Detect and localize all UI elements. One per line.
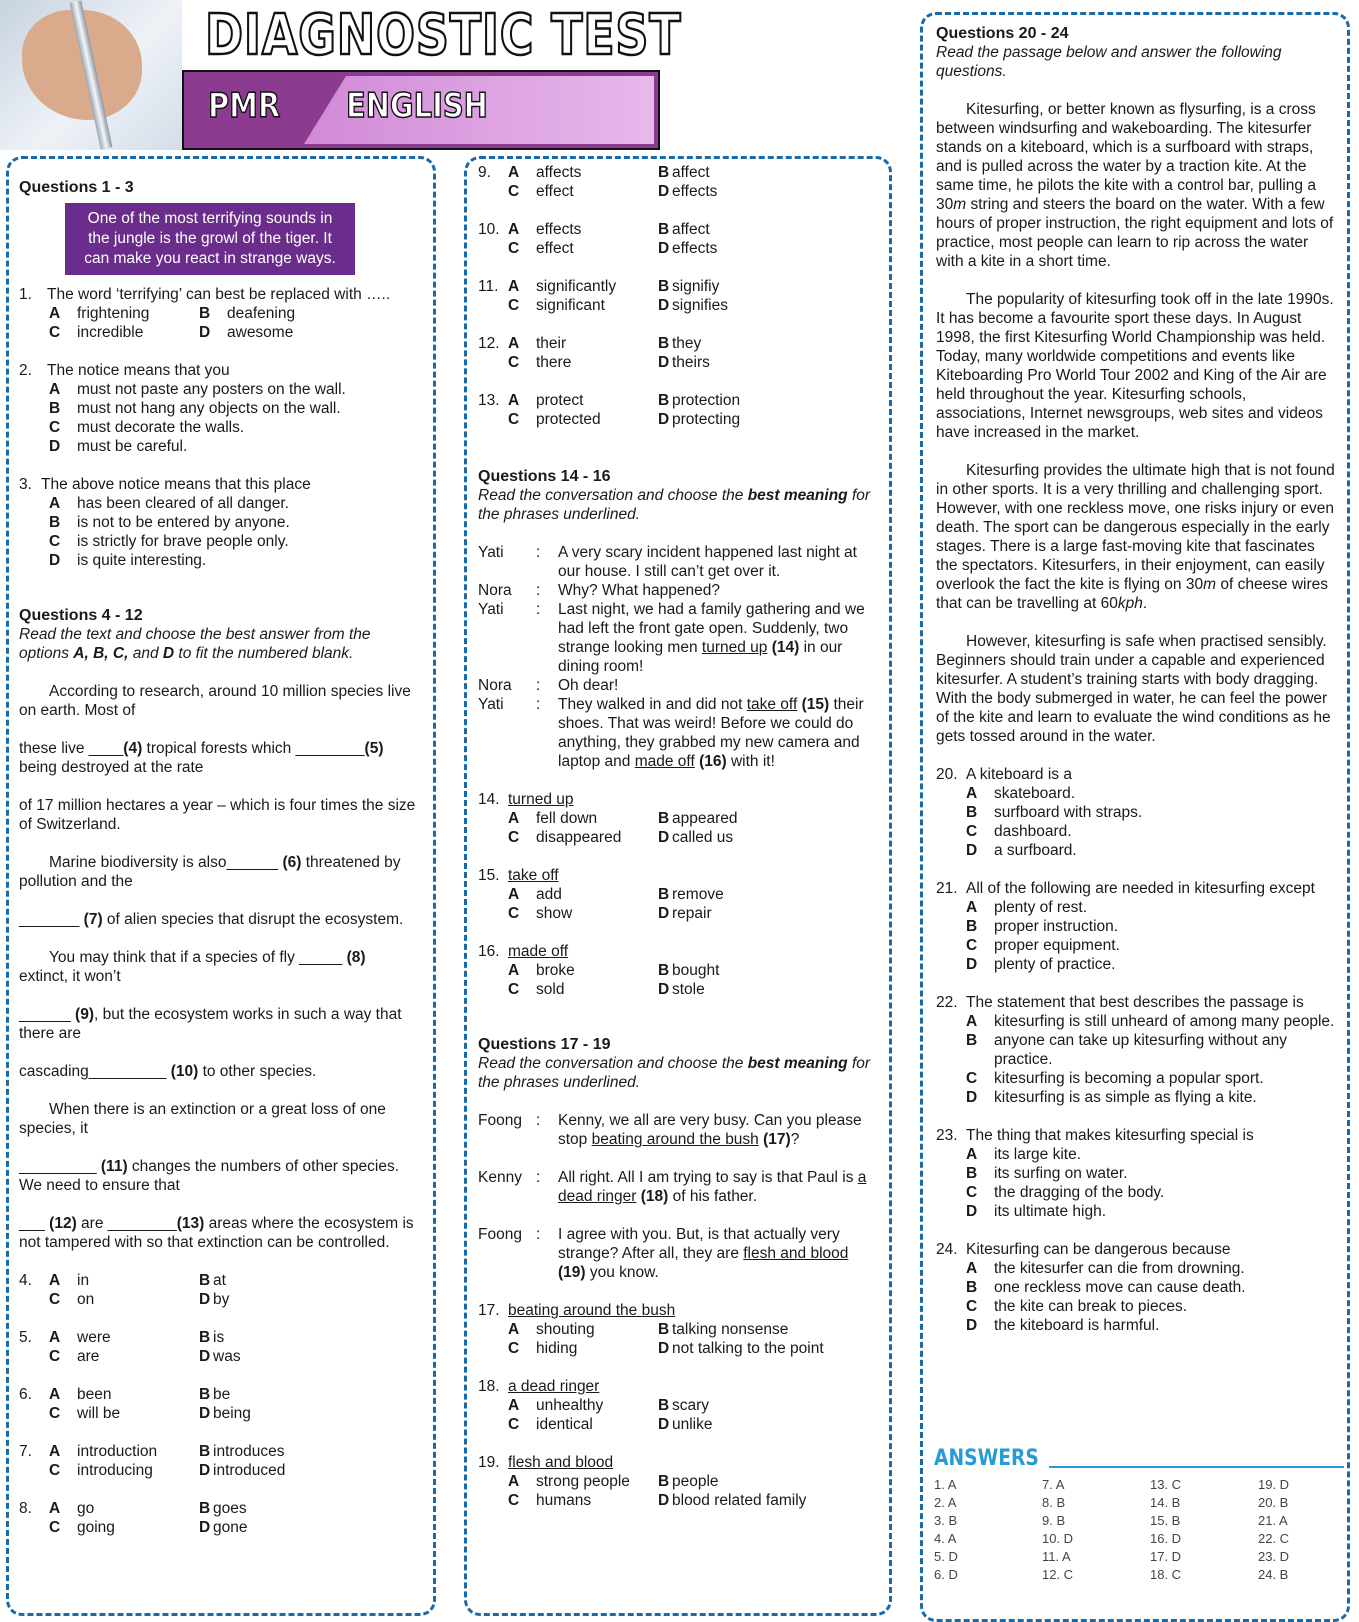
question-21: 21. All of the following are needed in kitesurfing except A plenty of rest. B proper instruction. C proper equipment. D plenty of practice. [936,879,1336,974]
option-c[interactable]: C introducing [49,1462,153,1479]
answer-item: 11. A [1042,1549,1071,1564]
question-14: 14. turned up A fell down B appeared C disappeared D called us [478,790,878,847]
question-17: 17. beating around the bush A shouting B talking nonsense C hiding D not talking to the point [478,1301,878,1358]
answers-section [934,1446,1344,1584]
dialogue-line: Last night, we had a family gathering and we had left the front gate open. Suddenly, two strange looking men turned up (14) in our dining room! [558,601,865,675]
question-4: 4. A in B at C on D by [19,1271,419,1309]
banner-pmr: PMR [208,86,281,126]
option-c[interactable]: C kitesurfing is becoming a popular sport. [966,1070,1264,1087]
option-d[interactable]: D called us [658,829,734,846]
answer-item: 1. A [934,1477,957,1492]
conversation-17-19: Foong : Kenny, we all are very busy. Can you please stop beating around the bush (17)? Kenny : All right. All I am trying to say is that Paul is a dead ringer (18) of his father. Foong : I agree with you. But, is that actually very strange? After all, they are flesh and blood (19) you know. [478,1111,878,1282]
question-12: 12. A their B they C there D theirs [478,334,878,372]
option-c[interactable]: C must decorate the walls. [49,419,245,436]
answer-item: 2. A [934,1495,957,1510]
option-d[interactable]: D gone [199,1519,248,1536]
passage-line: these live ____(4) tropical forests which ________(5) being destroyed at the rate [19,740,384,776]
passage-line: of 17 million hectares a year – which is four times the size of Switzerland. [19,797,416,833]
option-b[interactable]: B must not hang any objects on the wall. [49,400,341,417]
question-10: 10. A effects B affect C effect D effects [478,220,878,258]
question-19: 19. flesh and blood A strong people B people C humans D blood related family [478,1453,878,1510]
option-b[interactable]: B affect [658,221,710,238]
option-c[interactable]: C show [508,905,573,922]
option-d[interactable]: D protecting [658,411,741,428]
speaker: Yati [478,544,504,561]
option-b[interactable]: B goes [199,1500,247,1517]
option-b[interactable]: B is [199,1329,225,1346]
option-b[interactable]: B people [658,1473,719,1490]
answers-rule [1049,1466,1344,1468]
answer-item: 6. D [934,1567,958,1582]
speaker: Kenny [478,1169,522,1186]
heading-questions-14-16: Questions 14 - 16 [478,468,611,485]
dialogue-line: Oh dear! [558,677,619,694]
option-c[interactable]: C effect [508,240,574,257]
answer-item: 18. C [1150,1567,1182,1582]
question-16: 16. made off A broke B bought C sold D stole [478,942,878,999]
option-a[interactable]: A skateboard. [966,785,1075,802]
answer-item: 19. D [1258,1477,1290,1492]
option-b[interactable]: B surfboard with straps. [966,804,1143,821]
option-b[interactable]: B anyone can take up kitesurfing without any practice. [966,1032,1287,1068]
option-b[interactable]: B they [658,335,702,352]
option-b[interactable]: B deafening [199,305,296,322]
notice-box: One of the most terrifying sounds in the jungle is the growl of the tiger. It can make you react in strange ways. [65,203,355,275]
option-c[interactable]: C are [49,1348,100,1365]
option-d[interactable]: D blood related family [658,1492,807,1509]
option-a[interactable]: A been [49,1386,112,1403]
question-18: 18. a dead ringer A unhealthy B scary C identical D unlike [478,1377,878,1434]
option-b[interactable]: B talking nonsense [658,1321,789,1338]
question-1-stem: The word ‘terrifying’ can best be replaced with ….. [47,286,391,303]
question-24: 24. Kitesurfing can be dangerous because A the kitesurfer can die from drowning. B one reckless move can cause death. C the kite can break to pieces. D the kiteboard is harmful. [936,1240,1336,1335]
dialogue-line: Kenny, we all are very busy. Can you please stop beating around the bush (17)? [558,1112,862,1148]
option-b[interactable]: B remove [658,886,724,903]
answers-title: ANSWERS [934,1446,1039,1471]
answer-item: 7. A [1042,1477,1065,1492]
option-c[interactable]: C disappeared [508,829,622,846]
option-b[interactable]: B protection [658,392,741,409]
option-d[interactable]: D not talking to the point [658,1340,824,1357]
passage-line: Marine biodiversity is also______ (6) threatened by pollution and the [19,854,401,890]
question-3-stem: The above notice means that this place [41,476,311,493]
heading-questions-4-12: Questions 4 - 12 [19,607,143,624]
instructions-20-24: Read the passage below and answer the following questions. [936,44,1282,80]
instructions-14-16: Read the conversation and choose the best meaning for the phrases underlined. [478,487,871,523]
option-a[interactable]: A strong people [508,1473,630,1490]
option-a[interactable]: A introduction [49,1443,158,1460]
option-b[interactable]: B signifiy [658,278,720,295]
question-23: 23. The thing that makes kitesurfing special is A its large kite. B its surfing on water. C the dragging of the body. D its ultimate high. [936,1126,1336,1221]
dialogue-line: A very scary incident happened last night at our house. I still can’t get over it. [558,544,857,580]
dialogue-line: They walked in and did not take off (15) their shoes. That was weird! Before we could do anything, they grabbed my new camera and laptop and made off (16) with it! [558,696,864,770]
question-6: 6. A been B be C will be D being [19,1385,419,1423]
option-a[interactable]: A must not paste any posters on the wall. [49,381,346,398]
question-20: 20. A kiteboard is a A skateboard. B surfboard with straps. C dashboard. D a surfboard. [936,765,1336,860]
passage-line: _________ (11) changes the numbers of other species. We need to ensure that [19,1158,400,1194]
option-d[interactable]: D was [199,1348,241,1365]
option-a[interactable]: A broke [508,962,575,979]
answer-item: 9. B [1042,1513,1066,1528]
answers-grid [934,1476,1344,1584]
option-c[interactable]: C hiding [508,1340,578,1357]
option-a[interactable]: A effects [508,221,582,238]
option-c[interactable]: C humans [508,1492,592,1509]
dialogue-line: I agree with you. But, is that actually very strange? After all, they are flesh and blood (19) you know. [558,1226,849,1281]
heading-questions-1-3: Questions 1 - 3 [19,179,134,196]
passage-line: _______ (7) of alien species that disrupt the ecosystem. [19,911,404,928]
option-a[interactable]: A shouting [508,1321,595,1338]
answer-item: 8. B [1042,1495,1066,1510]
option-c[interactable]: C identical [508,1416,593,1433]
column-3 [936,24,1336,1335]
option-d[interactable]: D theirs [658,354,710,371]
passage-line: According to research, around 10 million species live on earth. Most of [19,683,411,719]
option-a[interactable]: A fell down [508,810,598,827]
answer-item: 4. A [934,1531,957,1546]
answer-item: 16. D [1150,1531,1182,1546]
option-c[interactable]: C protected [508,411,601,428]
option-a[interactable]: A has been cleared of all danger. [49,495,289,512]
heading-questions-17-19: Questions 17 - 19 [478,1036,611,1053]
answer-item: 24. B [1258,1567,1289,1582]
question-22: 22. The statement that best describes the passage is A kitesurfing is still unheard of among many people. B anyone can take up kitesurfing without any practice. C kitesurfing is becoming a popular sport. D kitesurfing is as simple as flying a kite. [936,994,1335,1106]
option-c[interactable]: C is strictly for brave people only. [49,533,289,550]
option-d[interactable]: D a surfboard. [966,842,1077,859]
speaker: Yati [478,601,504,618]
passage-line: When there is an extinction or a great loss of one species, it [19,1101,386,1137]
instructions-4-12: Read the text and choose the best answer from the options A, B, C, and D to fit the numbered blank. [19,626,371,662]
passage-paragraph-4: However, kitesurfing is safe when practised sensibly. Beginners should train under a capable and experienced kitesurfer. A student’s training starts with body dragging. With the body submerged in water, he can feel the power of the kite and learn to evaluate the wind conditions as he gets tossed around in the water. [936,633,1331,745]
option-d[interactable]: D effects [658,240,718,257]
option-c[interactable]: C sold [508,981,565,998]
option-a[interactable]: A their [508,335,567,352]
question-9: 9. A affects B affect C effect D effects [478,163,878,201]
option-a[interactable]: A plenty of rest. [966,899,1088,916]
option-a[interactable]: A were [49,1329,111,1346]
answer-item: 20. B [1258,1495,1289,1510]
option-b[interactable]: B proper instruction. [966,918,1119,935]
conversation-14-16: Yati : A very scary incident happened last night at our house. I still can’t get over it. Nora : Why? What happened? Yati : Last night, we had a family gathering and we had left the front gate open. Suddenly, two strange looking men turned up (14) in our dining room! Nora : Oh dear! Yati : They walked in and did not take off (15) their shoes. That was weird! Before we could do anything, they grabbed my new camera and laptop and made off (16) with it! [478,543,878,771]
option-c[interactable]: C there [508,354,572,371]
option-a[interactable]: A add [508,886,562,903]
option-d[interactable]: D is quite interesting. [49,552,207,569]
answer-item: 23. D [1258,1549,1290,1564]
option-d[interactable]: D being [199,1405,251,1422]
option-b[interactable]: B scary [658,1397,710,1414]
answer-item: 12. C [1042,1567,1074,1582]
option-d[interactable]: D stole [658,981,705,998]
passage-paragraph-1: Kitesurfing, or better known as flysurfing, is a cross between windsurfing and wakeboarding. The kitesurfer stands on a kiteboard, which is a surfboard with straps, and is pulled across the water by a traction kite. At the same time, he pilots the kite with a control bar, pulling a 30m string and steers the board on the water. With a few hours of proper instruction, the right equipment and lots of practice, most people can learn to rip across the water with a kite in a short time. [936,101,1334,270]
option-a[interactable]: A protect [508,392,584,409]
option-b[interactable]: B one reckless move can cause death. [966,1279,1246,1296]
passage-paragraph-3: Kitesurfing provides the ultimate high that is not found in other sports. It is a very thrilling and challenging sport. However, with one reckless move, one risks injury or even death. The sport can be dangerous especially in the early stages. There is a large fast-moving kite that fascinates the spectators. Kitesurfers, in their enjoyment, can easily overlook the fact the kite is flying on 30m of cheese wires that can be travelling at 60kph. [936,462,1335,612]
option-a[interactable]: A in [49,1272,90,1289]
answer-item: 14. B [1150,1495,1181,1510]
question-15: 15. take off A add B remove C show D repair [478,866,878,923]
option-d[interactable]: D by [199,1291,230,1308]
option-d[interactable]: D introduced [199,1462,286,1479]
option-a[interactable]: A affects [508,164,582,181]
question-3: 3. The above notice means that this place A has been cleared of all danger. B is not to be entered by anyone. C is strictly for brave people only. D is quite interesting. [19,475,419,570]
answer-item: 15. B [1150,1513,1181,1528]
answer-item: 22. C [1258,1531,1290,1546]
passage-line: ______ (9), but the ecosystem works in such a way that there are [19,1006,402,1042]
answer-item: 21. A [1258,1513,1288,1528]
passage-line: cascading_________ (10) to other species. [19,1063,317,1080]
option-d[interactable]: D signifies [658,297,728,314]
answer-item: 13. C [1150,1477,1182,1492]
question-2-stem: The notice means that you [47,362,230,379]
question-2: 2. The notice means that you A must not paste any posters on the wall. B must not hang any objects on the wall. C must decorate the walls. D must be careful. [19,361,419,456]
dialogue-line: All right. All I am trying to say is that Paul is a dead ringer (18) of his father. [558,1169,867,1205]
option-d[interactable]: D plenty of practice. [966,956,1116,973]
option-a[interactable]: A its large kite. [966,1146,1082,1163]
option-c[interactable]: C the dragging of the body. [966,1184,1165,1201]
option-b[interactable]: B appeared [658,810,738,827]
speaker: Foong [478,1112,522,1129]
option-c[interactable]: C going [49,1519,115,1536]
option-d[interactable]: D repair [658,905,712,922]
option-c[interactable]: C on [49,1291,95,1308]
option-b[interactable]: B its surfing on water. [966,1165,1128,1182]
speaker: Nora [478,677,512,694]
option-c[interactable]: C proper equipment. [966,937,1120,954]
option-b[interactable]: B bought [658,962,720,979]
option-a[interactable]: A frightening [49,305,150,322]
option-a[interactable]: A unhealthy [508,1397,604,1414]
option-b[interactable]: B is not to be entered by anyone. [49,514,290,531]
option-b[interactable]: B at [199,1272,226,1289]
column-1 [19,178,419,1537]
answer-item: 17. D [1150,1549,1182,1564]
option-c[interactable]: C effect [508,183,574,200]
option-c[interactable]: C will be [49,1405,121,1422]
option-d[interactable]: D the kiteboard is harmful. [966,1317,1160,1334]
question-5: 5. A were B is C are D was [19,1328,419,1366]
subject-banner [182,70,660,150]
option-d[interactable]: D effects [658,183,718,200]
option-d[interactable]: D kitesurfing is as simple as flying a kite. [966,1089,1257,1106]
answer-item: 10. D [1042,1531,1074,1546]
option-c[interactable]: C dashboard. [966,823,1072,840]
heading-questions-20-24: Questions 20 - 24 [936,25,1069,42]
option-d[interactable]: D unlike [658,1416,713,1433]
option-c[interactable]: C the kite can break to pieces. [966,1298,1188,1315]
option-b[interactable]: B introduces [199,1443,285,1460]
option-d[interactable]: D awesome [199,324,294,341]
speaker: Nora [478,582,512,599]
passage-line: You may think that if a species of fly _____ (8) extinct, it won’t [19,949,366,985]
option-c[interactable]: C incredible [49,324,144,341]
hand-pen-photo [0,0,182,150]
speaker: Yati [478,696,504,713]
option-b[interactable]: B affect [658,164,710,181]
banner-english: ENGLISH [346,86,488,126]
option-c[interactable]: C significant [508,297,605,314]
option-b[interactable]: B be [199,1386,231,1403]
answer-item: 3. B [934,1513,958,1528]
question-7: 7. A introduction B introduces C introducing D introduced [19,1442,419,1480]
option-a[interactable]: A the kitesurfer can die from drowning. [966,1260,1245,1277]
instructions-17-19: Read the conversation and choose the best meaning for the phrases underlined. [478,1055,871,1091]
dialogue-line: Why? What happened? [558,582,720,599]
column-2 [478,163,878,1510]
speaker: Foong [478,1226,522,1243]
option-d[interactable]: D its ultimate high. [966,1203,1106,1220]
option-a[interactable]: A kitesurfing is still unheard of among many people. [966,1013,1335,1030]
page-title: DIAGNOSTIC TEST [205,3,682,68]
passage-paragraph-2: The popularity of kitesurfing took off in the late 1990s. It has become a favourite sport these days. In August 1998, the first Kitesurfing World Championship was held. Today, many worldwide competitions and events like Kiteboarding Pro World Tour 2002 and King of the Air are held throughout the year. Kitesurfing schools, associations, Internet newsgroups, web sites and videos have increased in the market. [936,291,1334,441]
option-a[interactable]: A significantly [508,278,617,295]
question-13: 13. A protect B protection C protected D protecting [478,391,878,429]
option-a[interactable]: A go [49,1500,95,1517]
question-1: 1. The word ‘terrifying’ can best be replaced with ….. A frightening B deafening C incredible D awesome [19,285,419,342]
passage-line: ___ (12) are ________(13) areas where the ecosystem is not tampered with so that extinction can be controlled. [19,1215,414,1251]
question-11: 11. A significantly B signifiy C significant D signifies [478,277,878,315]
question-8: 8. A go B goes C going D gone [19,1499,419,1537]
answer-item: 5. D [934,1549,958,1564]
option-d[interactable]: D must be careful. [49,438,188,455]
